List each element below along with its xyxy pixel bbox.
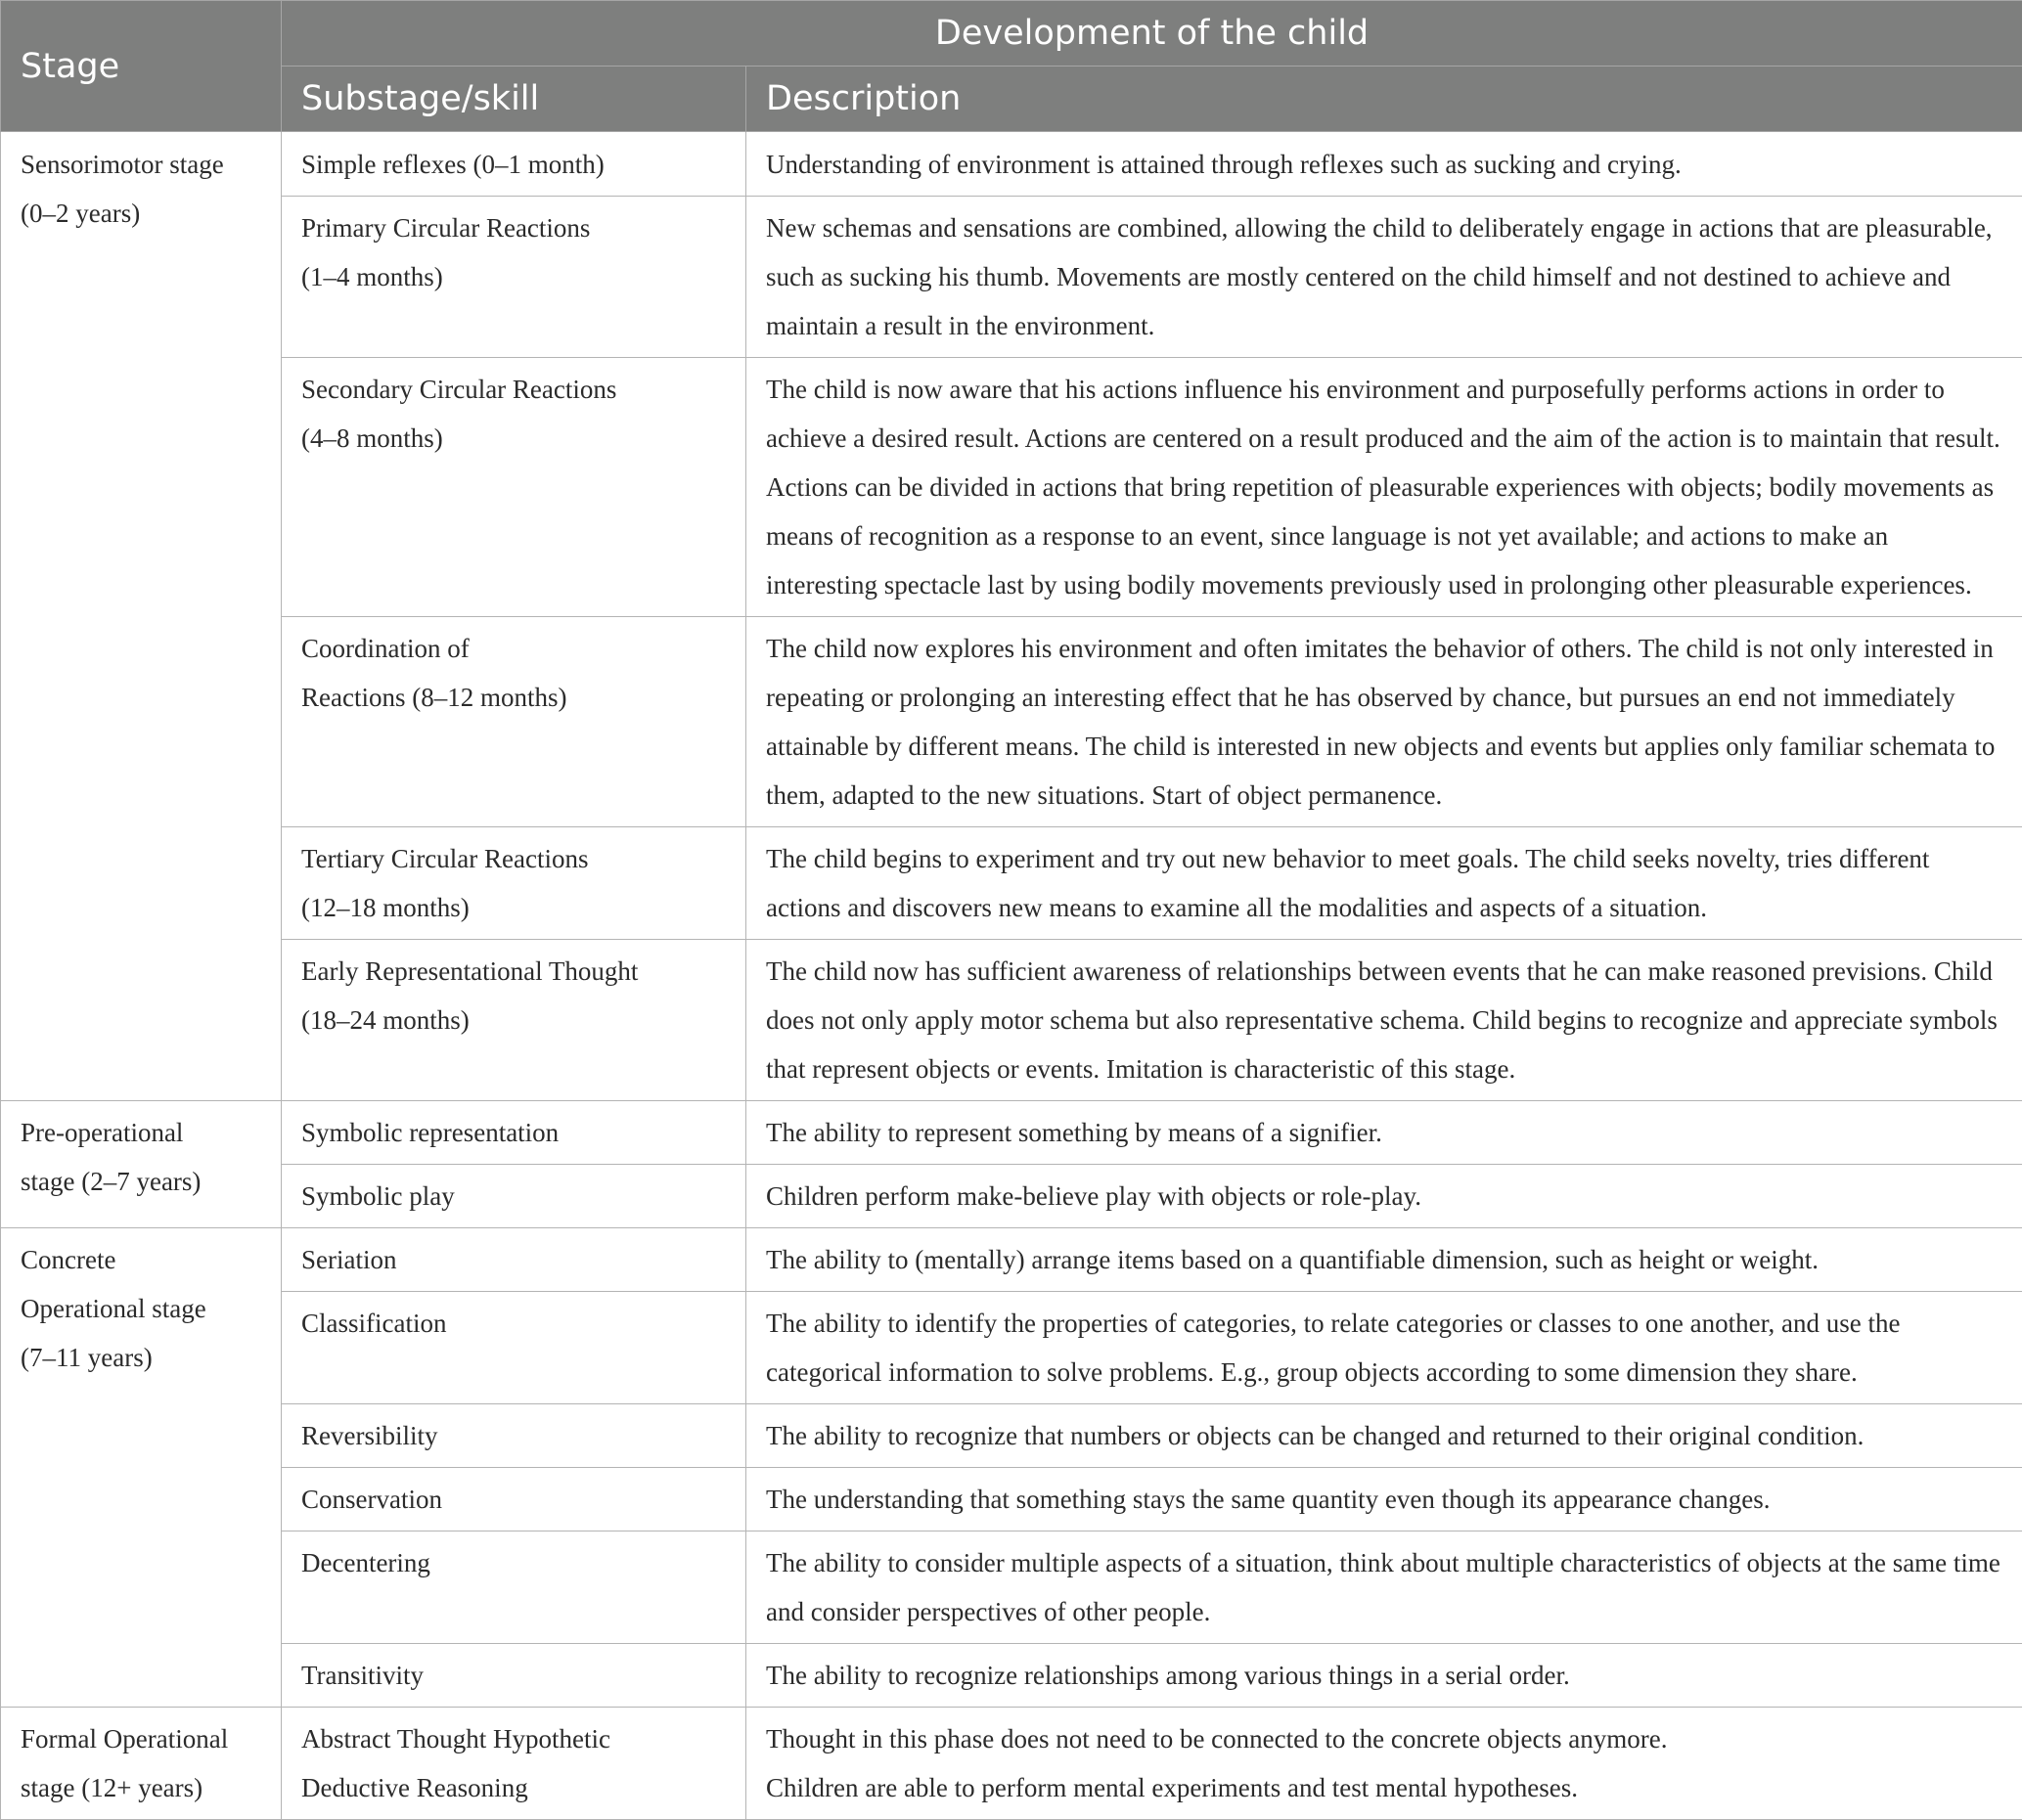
- substage-cell: Classification: [282, 1292, 746, 1404]
- description-cell: The child is now aware that his actions influence his environment and purposefully performs actions in order to achieve a desired result. Actions are centered on a result produced and the aim of the action is to maintain that result. Actions can be divided in actions that bring repetition of pleasurable experiences with objects; bodily movements as means of recognition as a response to an event, since language is not yet available; and actions to make an interesting spectacle last by using bodily movements previously used in prolonging other pleasurable experiences.: [746, 358, 2022, 617]
- description-cell: The ability to recognize that numbers or objects can be changed and returned to their original condition.: [746, 1404, 2022, 1468]
- substage-cell: Symbolic representation: [282, 1101, 746, 1165]
- table-row: [1, 1165, 2022, 1228]
- table-row: [1, 1292, 2022, 1404]
- description-column-header: Description: [746, 67, 2022, 132]
- description-cell: The child now has sufficient awareness of relationships between events that he can make reasoned previsions. Child does not only apply motor schema but also representative schema. Child begins to recognize and appreciate symbols that represent objects or events. Imitation is characteristic of this stage.: [746, 940, 2022, 1101]
- substage-cell: Primary Circular Reactions (1–4 months): [282, 197, 746, 358]
- stage-cell: Sensorimotor stage (0–2 years): [1, 132, 282, 1101]
- table-body: [1, 132, 2022, 1820]
- table-row: [1, 197, 2022, 358]
- stage-cell: Pre-operational stage (2–7 years): [1, 1101, 282, 1228]
- substage-cell: Reversibility: [282, 1404, 746, 1468]
- description-cell: The ability to (mentally) arrange items based on a quantifiable dimension, such as height or weight.: [746, 1228, 2022, 1292]
- description-cell: The ability to identify the properties of categories, to relate categories or classes to one another, and use the categorical information to solve problems. E.g., group objects according to some dimension they share.: [746, 1292, 2022, 1404]
- description-cell: Thought in this phase does not need to be connected to the concrete objects anymore. Children are able to perform mental experiments and test mental hypotheses.: [746, 1708, 2022, 1820]
- description-cell: The child now explores his environment and often imitates the behavior of others. The child is not only interested in repeating or prolonging an interesting effect that he has observed by chance, but pursues an end not immediately attainable by different means. The child is interested in new objects and events but applies only familiar schemata to them, adapted to the new situations. Start of object permanence.: [746, 617, 2022, 827]
- substage-cell: Early Representational Thought (18–24 months): [282, 940, 746, 1101]
- substage-cell: Secondary Circular Reactions (4–8 months): [282, 358, 746, 617]
- table-header: [1, 1, 2022, 132]
- stage-cell: Formal Operational stage (12+ years): [1, 1708, 282, 1820]
- description-cell: Children perform make-believe play with objects or role-play.: [746, 1165, 2022, 1228]
- stage-cell: Concrete Operational stage (7–11 years): [1, 1228, 282, 1708]
- stage-column-header: Stage: [1, 1, 282, 132]
- table-row: [1, 1531, 2022, 1644]
- table-row: [1, 1404, 2022, 1468]
- substage-cell: Simple reflexes (0–1 month): [282, 132, 746, 197]
- table-row: [1, 132, 2022, 197]
- substage-cell: Abstract Thought Hypothetic Deductive Reasoning: [282, 1708, 746, 1820]
- description-cell: New schemas and sensations are combined, allowing the child to deliberately engage in actions that are pleasurable, such as sucking his thumb. Movements are mostly centered on the child himself and not destined to achieve and maintain a result in the environment.: [746, 197, 2022, 358]
- table-row: [1, 940, 2022, 1101]
- description-cell: The ability to represent something by means of a signifier.: [746, 1101, 2022, 1165]
- table-row: [1, 1101, 2022, 1165]
- table-row: [1, 1644, 2022, 1708]
- substage-cell: Seriation: [282, 1228, 746, 1292]
- table-row: [1, 827, 2022, 940]
- description-cell: The ability to consider multiple aspects of a situation, think about multiple characteristics of objects at the same time and consider perspectives of other people.: [746, 1531, 2022, 1644]
- table-row: [1, 1228, 2022, 1292]
- description-cell: The ability to recognize relationships among various things in a serial order.: [746, 1644, 2022, 1708]
- substage-cell: Conservation: [282, 1468, 746, 1531]
- description-cell: The understanding that something stays the same quantity even though its appearance changes.: [746, 1468, 2022, 1531]
- description-cell: Understanding of environment is attained through reflexes such as sucking and crying.: [746, 132, 2022, 197]
- substage-column-header: Substage/skill: [282, 67, 746, 132]
- table-row: [1, 1468, 2022, 1531]
- substage-cell: Tertiary Circular Reactions (12–18 months): [282, 827, 746, 940]
- table-row: [1, 358, 2022, 617]
- substage-cell: Coordination of Reactions (8–12 months): [282, 617, 746, 827]
- table-row: [1, 617, 2022, 827]
- substage-cell: Transitivity: [282, 1644, 746, 1708]
- description-cell: The child begins to experiment and try out new behavior to meet goals. The child seeks novelty, tries different actions and discovers new means to examine all the modalities and aspects of a situation.: [746, 827, 2022, 940]
- substage-cell: Decentering: [282, 1531, 746, 1644]
- development-group-header: Development of the child: [282, 1, 2022, 67]
- table-row: [1, 1708, 2022, 1820]
- substage-cell: Symbolic play: [282, 1165, 746, 1228]
